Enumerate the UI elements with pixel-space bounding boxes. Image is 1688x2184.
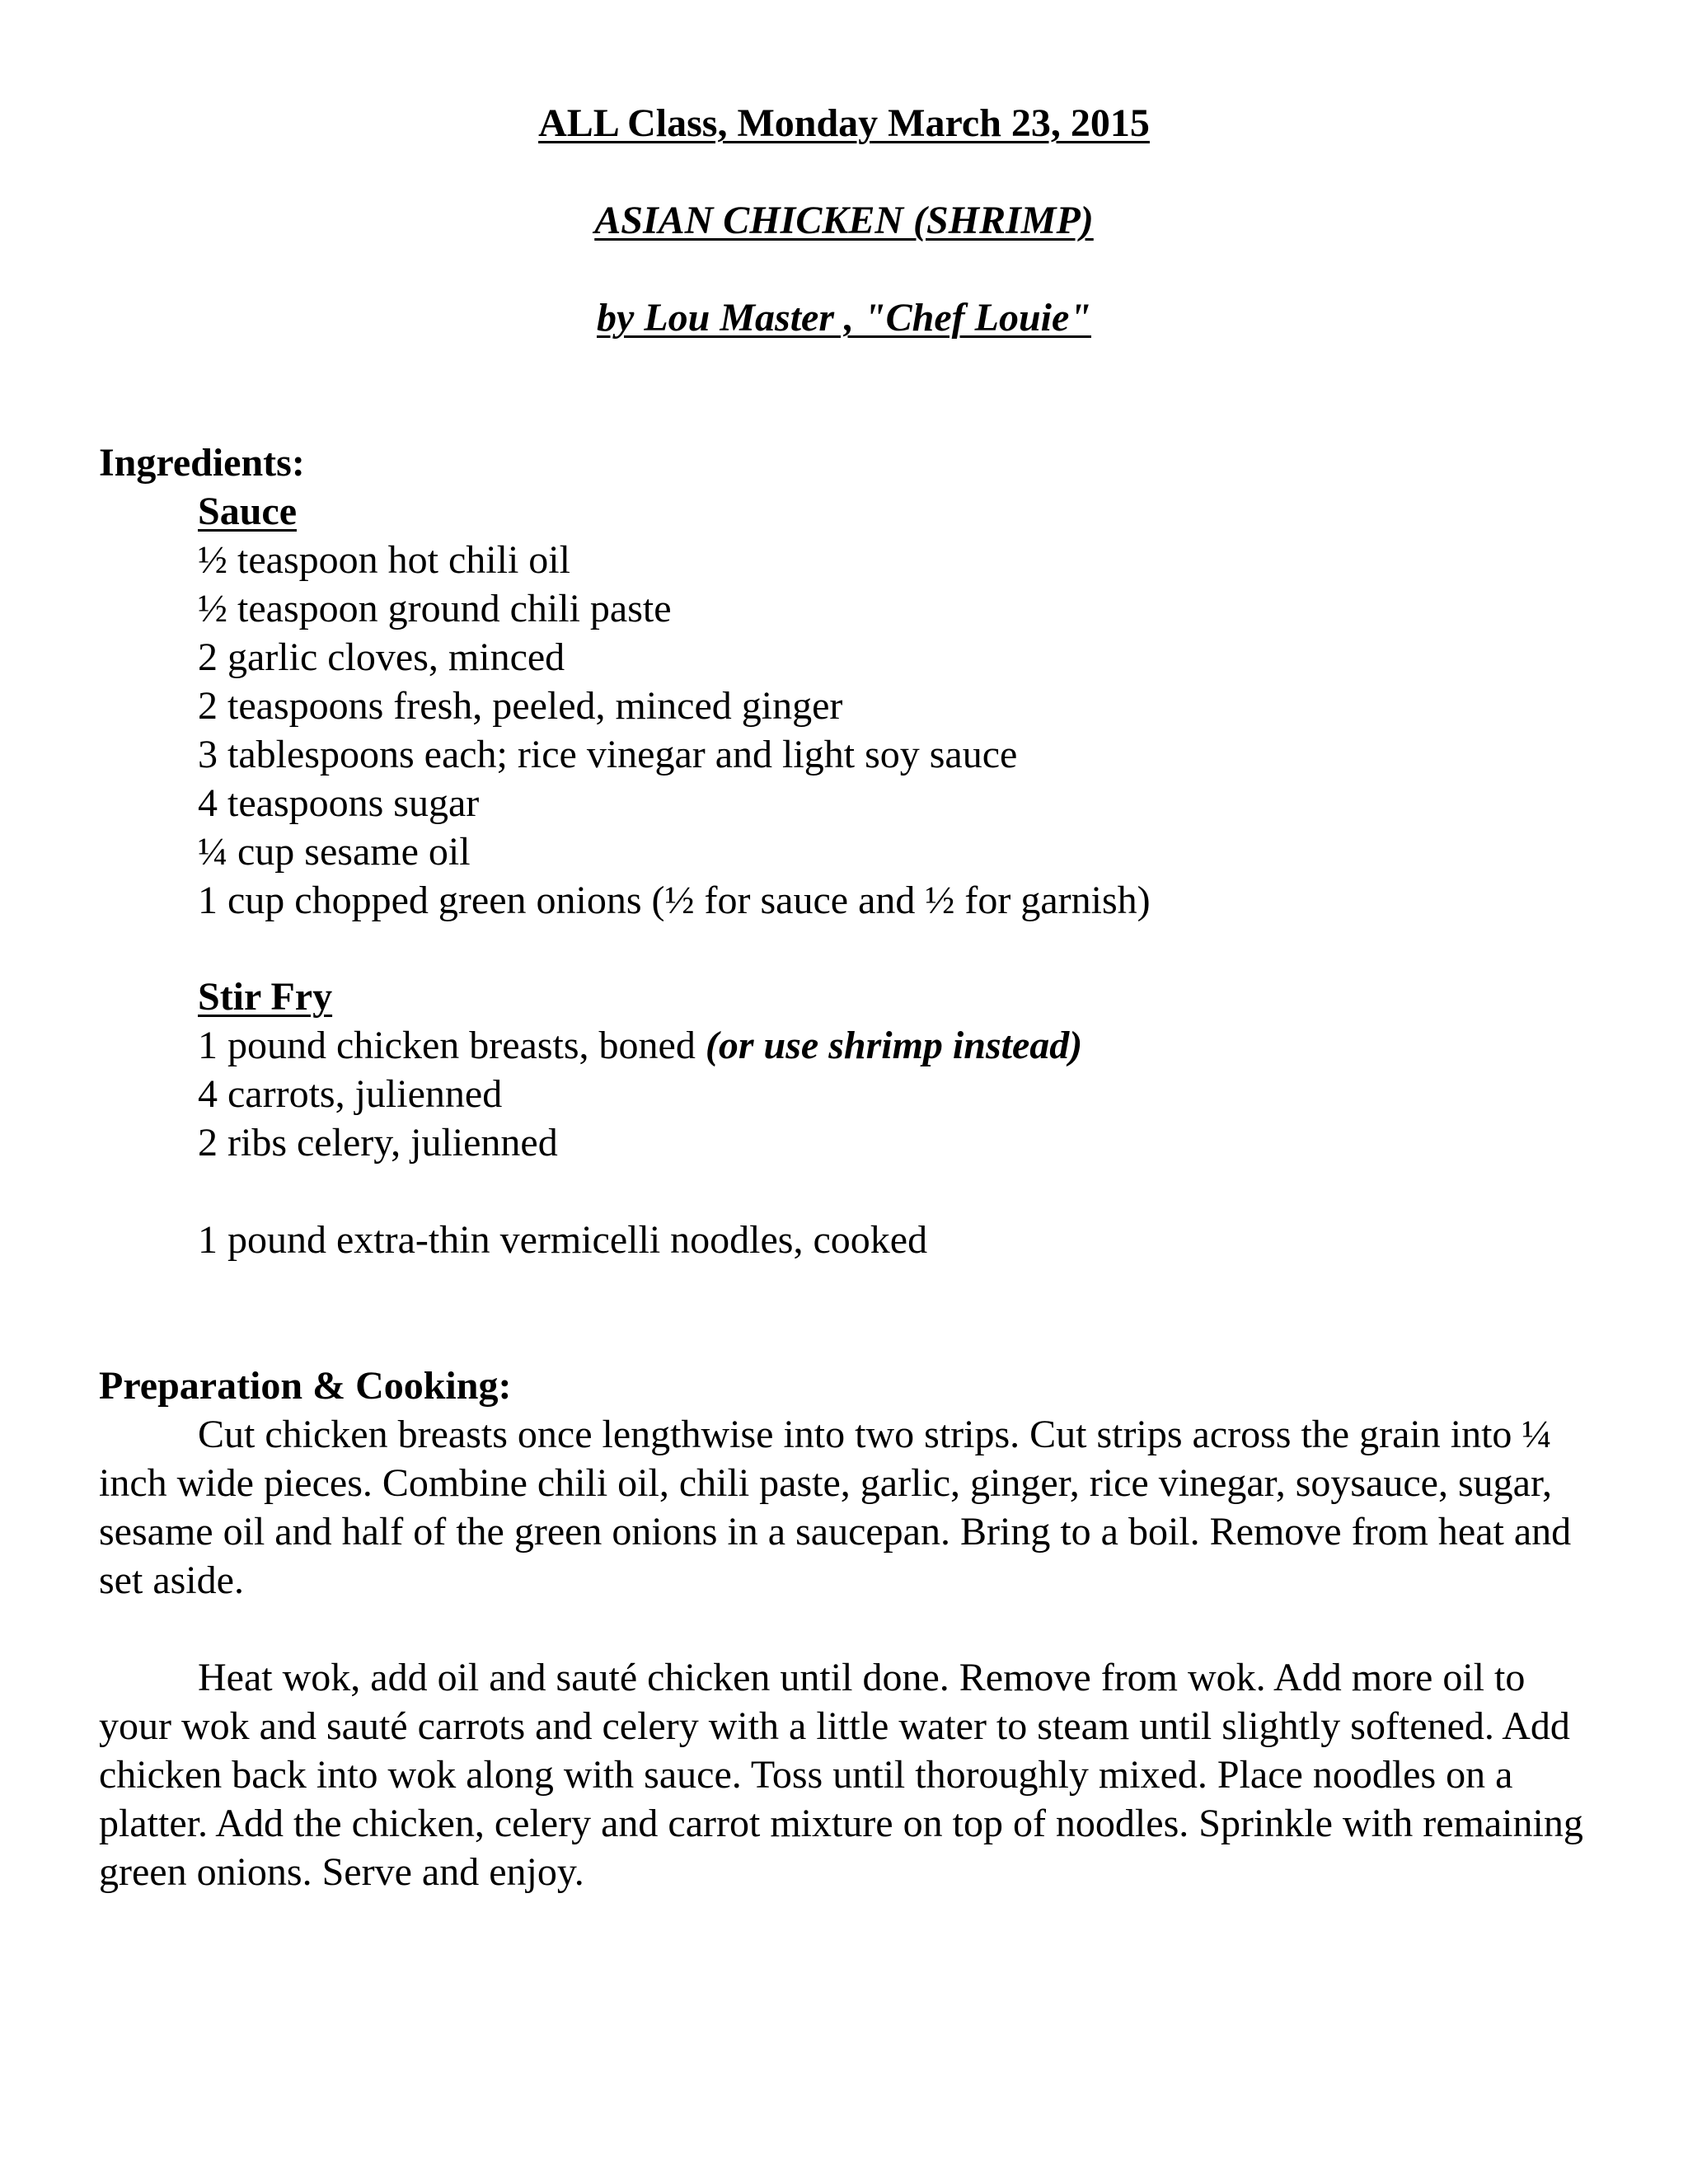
- list-item: ¼ cup sesame oil: [198, 830, 471, 874]
- class-date-heading: ALL Class, Monday March 23, 2015: [538, 101, 1150, 145]
- shrimp-substitute-note: (or use shrimp instead): [705, 1024, 1083, 1067]
- recipe-author: by Lou Master , "Chef Louie": [597, 296, 1091, 340]
- list-item: 2 garlic cloves, minced: [198, 635, 565, 679]
- list-item: 1 cup chopped green onions (½ for sauce and ½ for garnish): [198, 879, 1151, 922]
- stir-fry-heading: Stir Fry: [198, 975, 333, 1019]
- sauce-heading: Sauce: [198, 490, 297, 533]
- list-item: 2 teaspoons fresh, peeled, minced ginger: [198, 684, 843, 728]
- cooking-paragraph: Heat wok, add oil and sauté chicken until done. Remove from wok. Add more oil to your wok and sauté carrots and celery with a little water to steam until slightly softened. Add chicken back into wok along with sauce. Toss until thoroughly mixed. Place noodles on a platter. Add the chicken, celery and carrot mixture on top of noodles. Sprinkle with remaining green onions. Serve and enjoy.: [99, 1656, 1583, 1894]
- stir-fry-item-text: 1 pound chicken breasts, boned: [198, 1024, 706, 1067]
- noodles-ingredient: 1 pound extra-thin vermicelli noodles, cooked: [198, 1218, 928, 1262]
- list-item: ½ teaspoon ground chili paste: [198, 587, 672, 630]
- preparation-paragraph: Cut chicken breasts once lengthwise into two strips. Cut strips across the grain into ¼ inch wide pieces. Combine chili oil, chili paste, garlic, ginger, rice vinegar, soysauce, sugar, sesame oil and half of the green onions in a saucepan. Bring to a boil. Remove from heat and set aside.: [99, 1413, 1572, 1602]
- list-item: [198, 1021, 1082, 1070]
- recipe-title: ASIAN CHICKEN (SHRIMP): [594, 199, 1094, 242]
- sauce-ingredient-list: [198, 536, 1151, 925]
- list-item: 4 carrots, julienned: [198, 1072, 503, 1116]
- ingredients-heading: Ingredients:: [99, 441, 305, 485]
- list-item: 3 tablespoons each; rice vinegar and light soy sauce: [198, 733, 1018, 776]
- preparation-heading: Preparation & Cooking:: [99, 1364, 512, 1408]
- list-item: 2 ribs celery, julienned: [198, 1121, 558, 1165]
- list-item: ½ teaspoon hot chili oil: [198, 538, 570, 582]
- stir-fry-ingredient-list: [198, 1021, 1082, 1167]
- list-item: 4 teaspoons sugar: [198, 781, 480, 825]
